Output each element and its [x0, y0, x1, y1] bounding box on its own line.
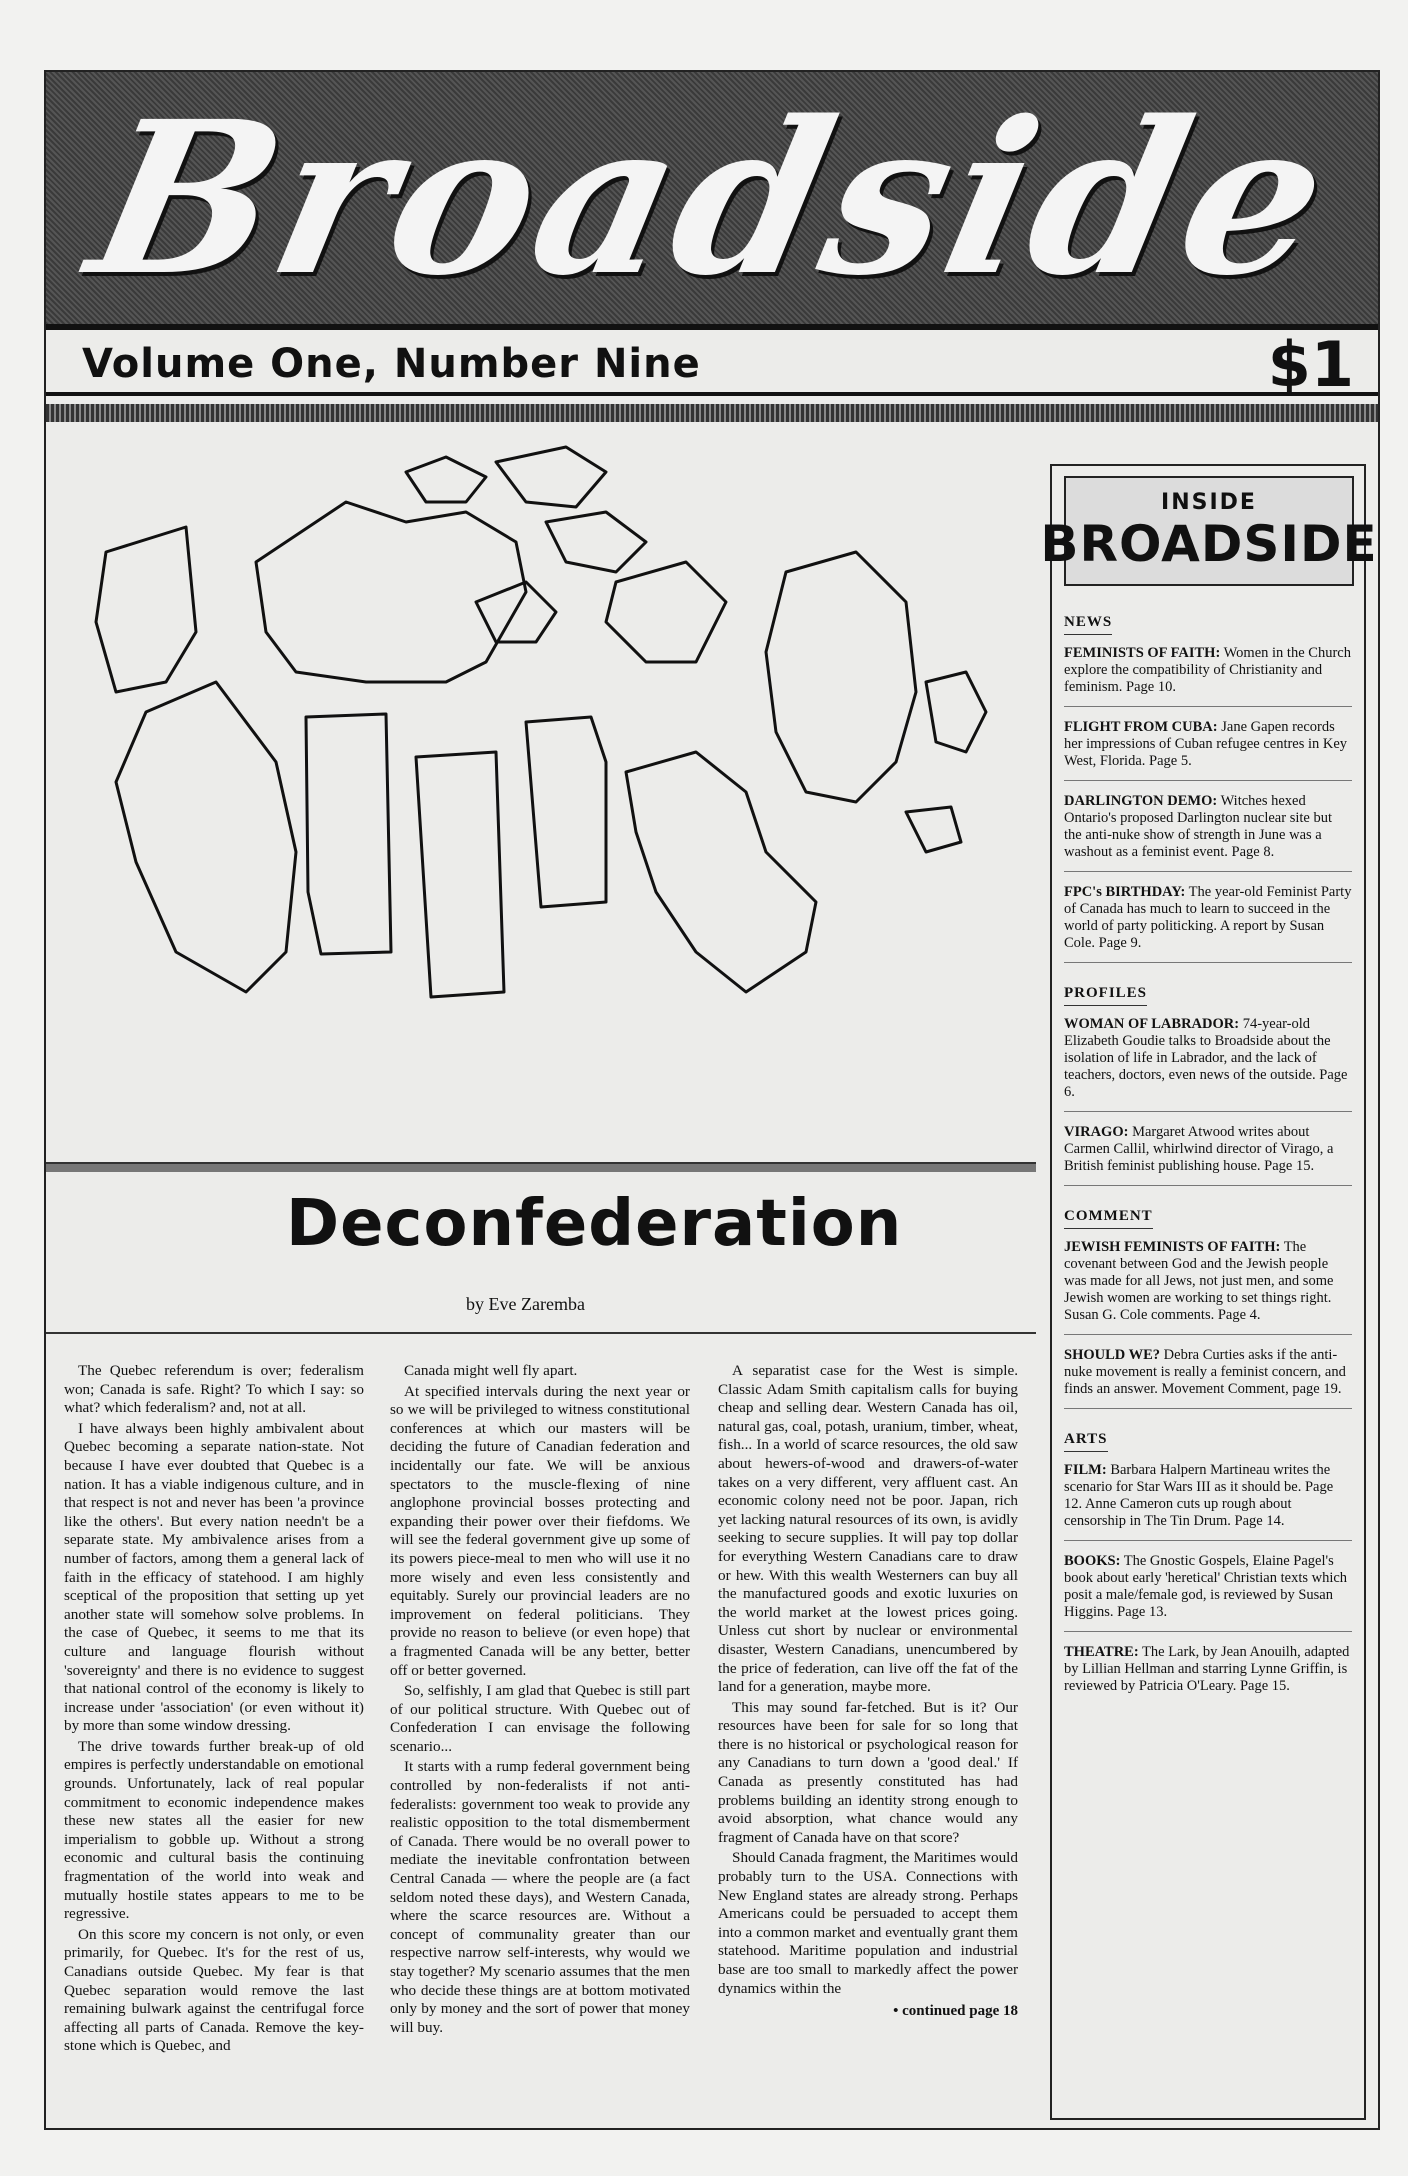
contents-item[interactable]: [1064, 719, 1352, 781]
broadside-label: BROADSIDE: [1040, 514, 1378, 573]
contents-item[interactable]: [1064, 1124, 1352, 1186]
contents-item[interactable]: [1064, 884, 1352, 963]
inside-broadside-logo: [1040, 476, 1378, 586]
price: $1: [1267, 327, 1354, 401]
contents-item[interactable]: [1064, 1644, 1352, 1705]
article-column-3: [718, 1362, 1018, 2021]
item-lead: VIRAGO:: [1064, 1124, 1129, 1140]
item-text: Barbara Halpern Martineau writes the scenario for Star Wars III as it should be. Page 12. Anne Cameron cuts up rough about censorship in The Tin Drum. Page 14.: [1064, 1462, 1334, 1529]
paragraph: On this score my concern is not only, or even primarily, for Quebec. It's for the rest of us, Canadians outside Quebec. My fear is that Quebec separation would remove the last remaining bulwark against the centrifugal force affecting all parts of Canada. Remove the key-stone which is Quebec, and: [64, 1925, 364, 2055]
item-lead: FLIGHT FROM CUBA:: [1064, 719, 1218, 735]
item-lead: SHOULD WE?: [1064, 1347, 1161, 1363]
item-lead: JEWISH FEMINISTS OF FAITH:: [1064, 1239, 1281, 1255]
paragraph: Should Canada fragment, the Maritimes would probably turn to the USA. Connections with New England states are already strong. Perhaps Americans could be persuaded to accept them into a common market and eventually grant them statehood. Maritime population and industrial base are too small to markedly affect the power dynamics within the: [718, 1849, 1018, 1997]
contents-item[interactable]: [1064, 1462, 1352, 1541]
contents-item[interactable]: [1064, 1347, 1352, 1409]
masthead: [46, 72, 1378, 330]
contents-item[interactable]: [1064, 1553, 1352, 1632]
contents-item[interactable]: [1064, 645, 1352, 707]
section-arts: [1064, 1421, 1352, 1705]
masthead-title: Broadside: [72, 74, 1352, 322]
section-heading: PROFILES: [1064, 985, 1147, 1006]
item-lead: THEATRE:: [1064, 1644, 1139, 1660]
item-lead: FEMINISTS OF FAITH:: [1064, 645, 1221, 661]
item-text: 74-year-old Elizabeth Goudie talks to Broadside about the isolation of life in Labrador, and the lack of teachers, doctors, even news of the outside. Page 6.: [1064, 1016, 1348, 1100]
item-text: Witches hexed Ontario's proposed Darlington nuclear site but the anti-nuke show of strength in June was a washout as a feminist event. Page 8.: [1064, 793, 1332, 860]
section-heading: NEWS: [1064, 614, 1112, 635]
dark-rule: [46, 404, 1378, 422]
paragraph: The drive towards further break-up of old empires is perfectly understandable on emotional grounds. Unfortunately, lack of real popular commitment to economic independence makes these new states all the easier for new imperialism to gobble up. Without a strong economic and cultural basis the continuing fragmentation of the world into weak and mutually hostile states appears to me to be regressive.: [64, 1737, 364, 1923]
section-news: [1064, 604, 1352, 963]
contents-item[interactable]: [1064, 1239, 1352, 1335]
volume-number: Volume One, Number Nine: [82, 341, 701, 387]
newspaper-page: [44, 70, 1380, 2130]
item-text: Margaret Atwood writes about Carmen Callil, whirlwind director of Virago, a British feminist publishing house. Page 15.: [1064, 1124, 1334, 1174]
paragraph: At specified intervals during the next year or so we will be privileged to witness constitutional conferences at which our masters will be deciding the future of Canadian federation and incidentally our fate. We will be anxious spectators to the muscle-flexing of nine anglophone provincial bosses protecting and expanding their power over their fiefdoms. We will see the federal government give up some of its powers piece-meal to men who will use it no more wisely and even less consistently and equitably. Surely our provincial leaders are no improvement on federal politicians. They provide no reason to believe (or even hope) that a fragmented Canada will be any better, better off or better governed.: [390, 1382, 690, 1679]
item-lead: FILM:: [1064, 1462, 1107, 1478]
item-text: Debra Curties asks if the anti-nuke movement is really a feminist concern, and finds an answer. Movement Comment, page 19.: [1064, 1347, 1346, 1397]
paragraph: It starts with a rump federal government being controlled by non-federalists if not anti-federalists: government too weak to provide any realistic opposition to the total dismemberment of Canada. There would be no overall power to mediate the inevitable confrontation between Central Canada — where the people are (a fact seldom noted these days), and Western Canada, where the scarce resources are. Without a concept of communality greater than our respective narrow self-interests, why would we stay together? My scenario assumes that the men who decide these things are at bottom motivated only by money and the sort of power that money will buy.: [390, 1758, 690, 2036]
item-text: Women in the Church explore the compatibility of Christianity and feminism. Page 10.: [1064, 645, 1351, 695]
continued-note: • continued page 18: [893, 2003, 1018, 2020]
item-lead: BOOKS:: [1064, 1553, 1121, 1569]
inside-broadside-sidebar: [1040, 464, 1378, 2120]
paragraph: The Quebec referendum is over; federalism won; Canada is safe. Right? To which I say: so what? which federalism? and, not at all.: [64, 1362, 364, 1417]
byline-rule: [46, 1332, 1036, 1334]
article-headline: Deconfederation: [286, 1187, 903, 1261]
item-lead: DARLINGTON DEMO:: [1064, 793, 1218, 809]
item-lead: FPC's BIRTHDAY:: [1064, 884, 1186, 900]
item-lead: WOMAN OF LABRADOR:: [1064, 1016, 1240, 1032]
item-text: The Gnostic Gospels, Elaine Pagel's book about early 'heretical' Christian texts which posit a male/female god, is reviewed by Susan Higgins. Page 13.: [1064, 1553, 1348, 1620]
contents-item[interactable]: [1064, 1016, 1352, 1112]
paragraph: This may sound far-fetched. But is it? Our resources have been for sale for so long that there is no historical or psychological reason for any Canadians to turn down a 'good deal.' If Canada as presently constituted has had problems building an identity strong enough to avoid absorption, what chance would any fragment of Canada have on that score?: [718, 1698, 1018, 1846]
issue-bar: [46, 327, 1378, 401]
section-comment: [1064, 1198, 1352, 1409]
item-text: The Lark, by Jean Anouilh, adapted by Lillian Hellman and starring Lynne Griffin, is reviewed by Patricia O'Leary. Page 15.: [1064, 1644, 1350, 1694]
paragraph: I have always been highly ambivalent about Quebec becoming a separate nation-state. Not because I have ever doubted that Quebec is a nation. It has a viable indigenous culture, and in that respect is not and never has been 'a province like the others'. But every nation needn't be a separate state. My ambivalence arises from a number of factors, among them a general lack of faith in the efficacy of statehood. I am highly sceptical of the proposition that setting up yet another state will somehow solve problems. In the case of Quebec, it seems to me that its culture and language flourish without 'sovereignty' and there is no evidence to suggest that national control of the economy is likely to increase under 'association' (or even without it) by more than some window dressing.: [64, 1419, 364, 1735]
inside-label: INSIDE: [1161, 489, 1257, 515]
article-column-2: [390, 1362, 690, 2039]
section-heading: COMMENT: [1064, 1208, 1153, 1229]
section-profiles: [1064, 975, 1352, 1186]
article-byline: by Eve Zaremba: [466, 1294, 585, 1314]
section-heading: ARTS: [1064, 1431, 1108, 1452]
article-column-1: [64, 1362, 364, 2058]
paragraph: Canada might well fly apart.: [404, 1362, 578, 1379]
headline-rule: [46, 1162, 1036, 1164]
item-text: The covenant between God and the Jewish people was made for all Jews, not just men, and some Jewish women are working to set things right. Susan G. Cole comments. Page 4.: [1064, 1239, 1334, 1323]
item-text: Jane Gapen records her impressions of Cuban refugee centres in Key West, Florida. Page 5.: [1064, 719, 1348, 769]
canada-map-illustration: [46, 432, 1036, 1172]
paragraph: A separatist case for the West is simple. Classic Adam Smith capitalism calls for buying cheap and selling dear. Western Canada has oil, natural gas, coal, potash, uranium, timber, wheat, fish... In a world of scarce resources, the old saw about hewers-of-wood and drawers-of-water takes on a very different, very affluent cast. An economic colony need not be poor. Japan, rich yet lacking natural resources of its own, is avidly seeking to secure supplies. It will pay top dollar for everything Western Canadians care to draw or hew. With this wealth Westerners can buy all the manufactured goods and exotic luxuries on the world market at the lowest prices going. Unless cut short by nuclear or environmental disaster, Western Canadians, unencumbered by the price of federation, can live off the fat of the land for a generation, maybe more.: [718, 1362, 1018, 1696]
paragraph: So, selfishly, I am glad that Quebec is still part of our political structure. With Quebec out of Confederation I can envisage the following scenario...: [390, 1682, 690, 1755]
map-icon: [46, 432, 1036, 1172]
contents-item[interactable]: [1064, 793, 1352, 872]
item-text: The year-old Feminist Party of Canada has much to learn to succeed in the world of party politicking. A report by Susan Cole. Page 9.: [1064, 884, 1352, 951]
